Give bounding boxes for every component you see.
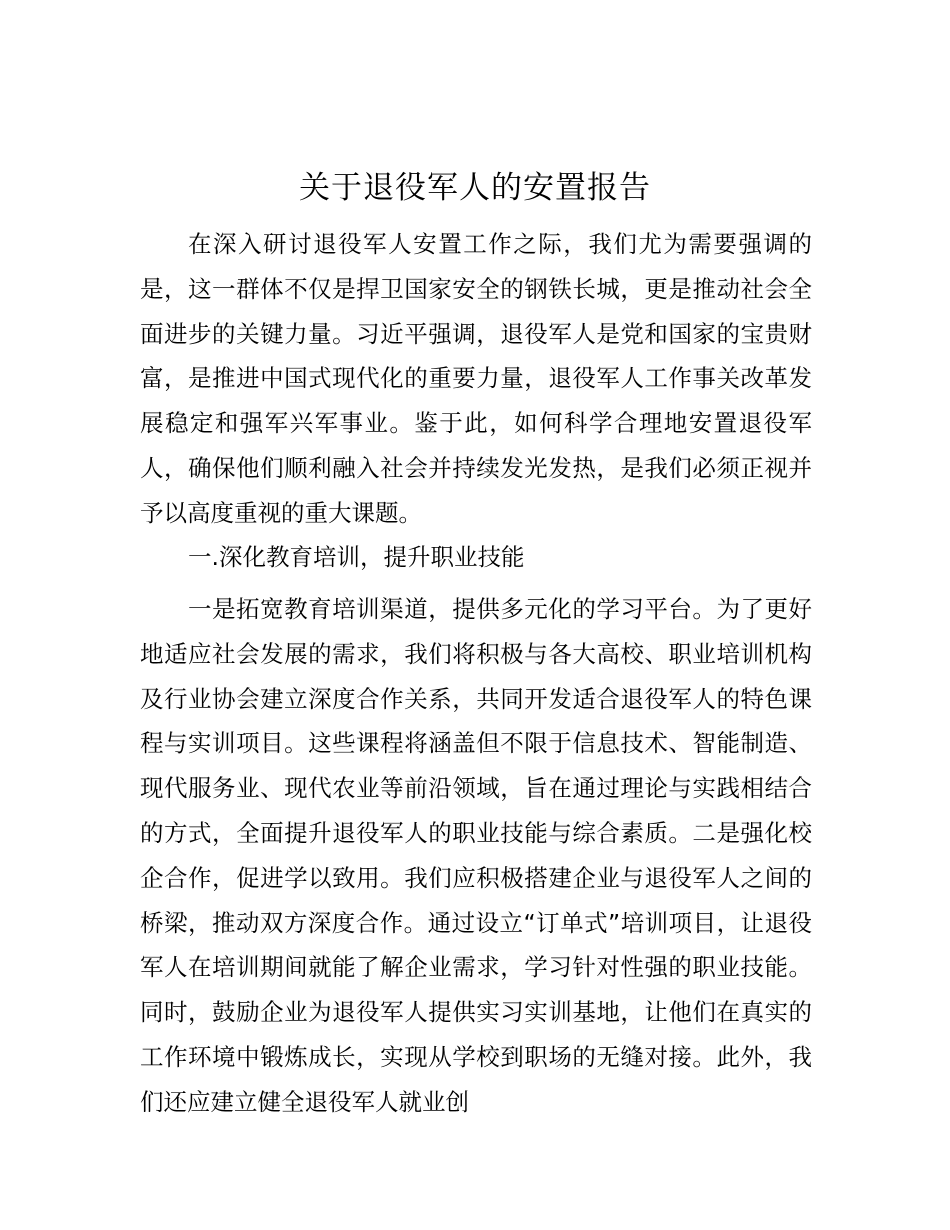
- document-title: 关于退役军人的安置报告: [299, 170, 651, 206]
- section-body-paragraph: 一是拓宽教育培训渠道，提供多元化的学习平台。为了更好地适应社会发展的需求，我们将积极与各大高校、职业培训机构及行业协会建立深度合作关系，共同开发适合退役军人的特色课程与实训项目。这些课程将涵盖但不限于信息技术、智能制造、现代服务业、现代农业等前沿领域，旨在通过理论与实践相结合的方式，全面提升退役军人的职业技能与综合素质。二是强化校企合作，促进学以致用。我们应积极搭建企业与退役军人之间的桥梁，推动双方深度合作。通过设立“订单式”培训项目，让退役军人在培训期间就能了解企业需求，学习针对性强的职业技能。同时，鼓励企业为退役军人提供实习实训基地，让他们在真实的工作环境中锻炼成长，实现从学校到职场的无缝对接。此外，我们还应建立健全退役军人就业创: [140, 595, 812, 1116]
- intro-paragraph: 在深入研讨退役军人安置工作之际，我们尤为需要强调的是，这一群体不仅是捍卫国家安全的钢铁长城，更是推动社会全面进步的关键力量。习近平强调，退役军人是党和国家的宝贵财富，是推进中国式现代化的重要力量，退役军人工作事关改革发展稳定和强军兴军事业。鉴于此，如何科学合理地安置退役军人，确保他们顺利融入社会并持续发光发热，是我们必须正视并予以高度重视的重大课题。: [140, 230, 812, 527]
- section-heading: 一.深化教育培训，提升职业技能: [188, 543, 525, 571]
